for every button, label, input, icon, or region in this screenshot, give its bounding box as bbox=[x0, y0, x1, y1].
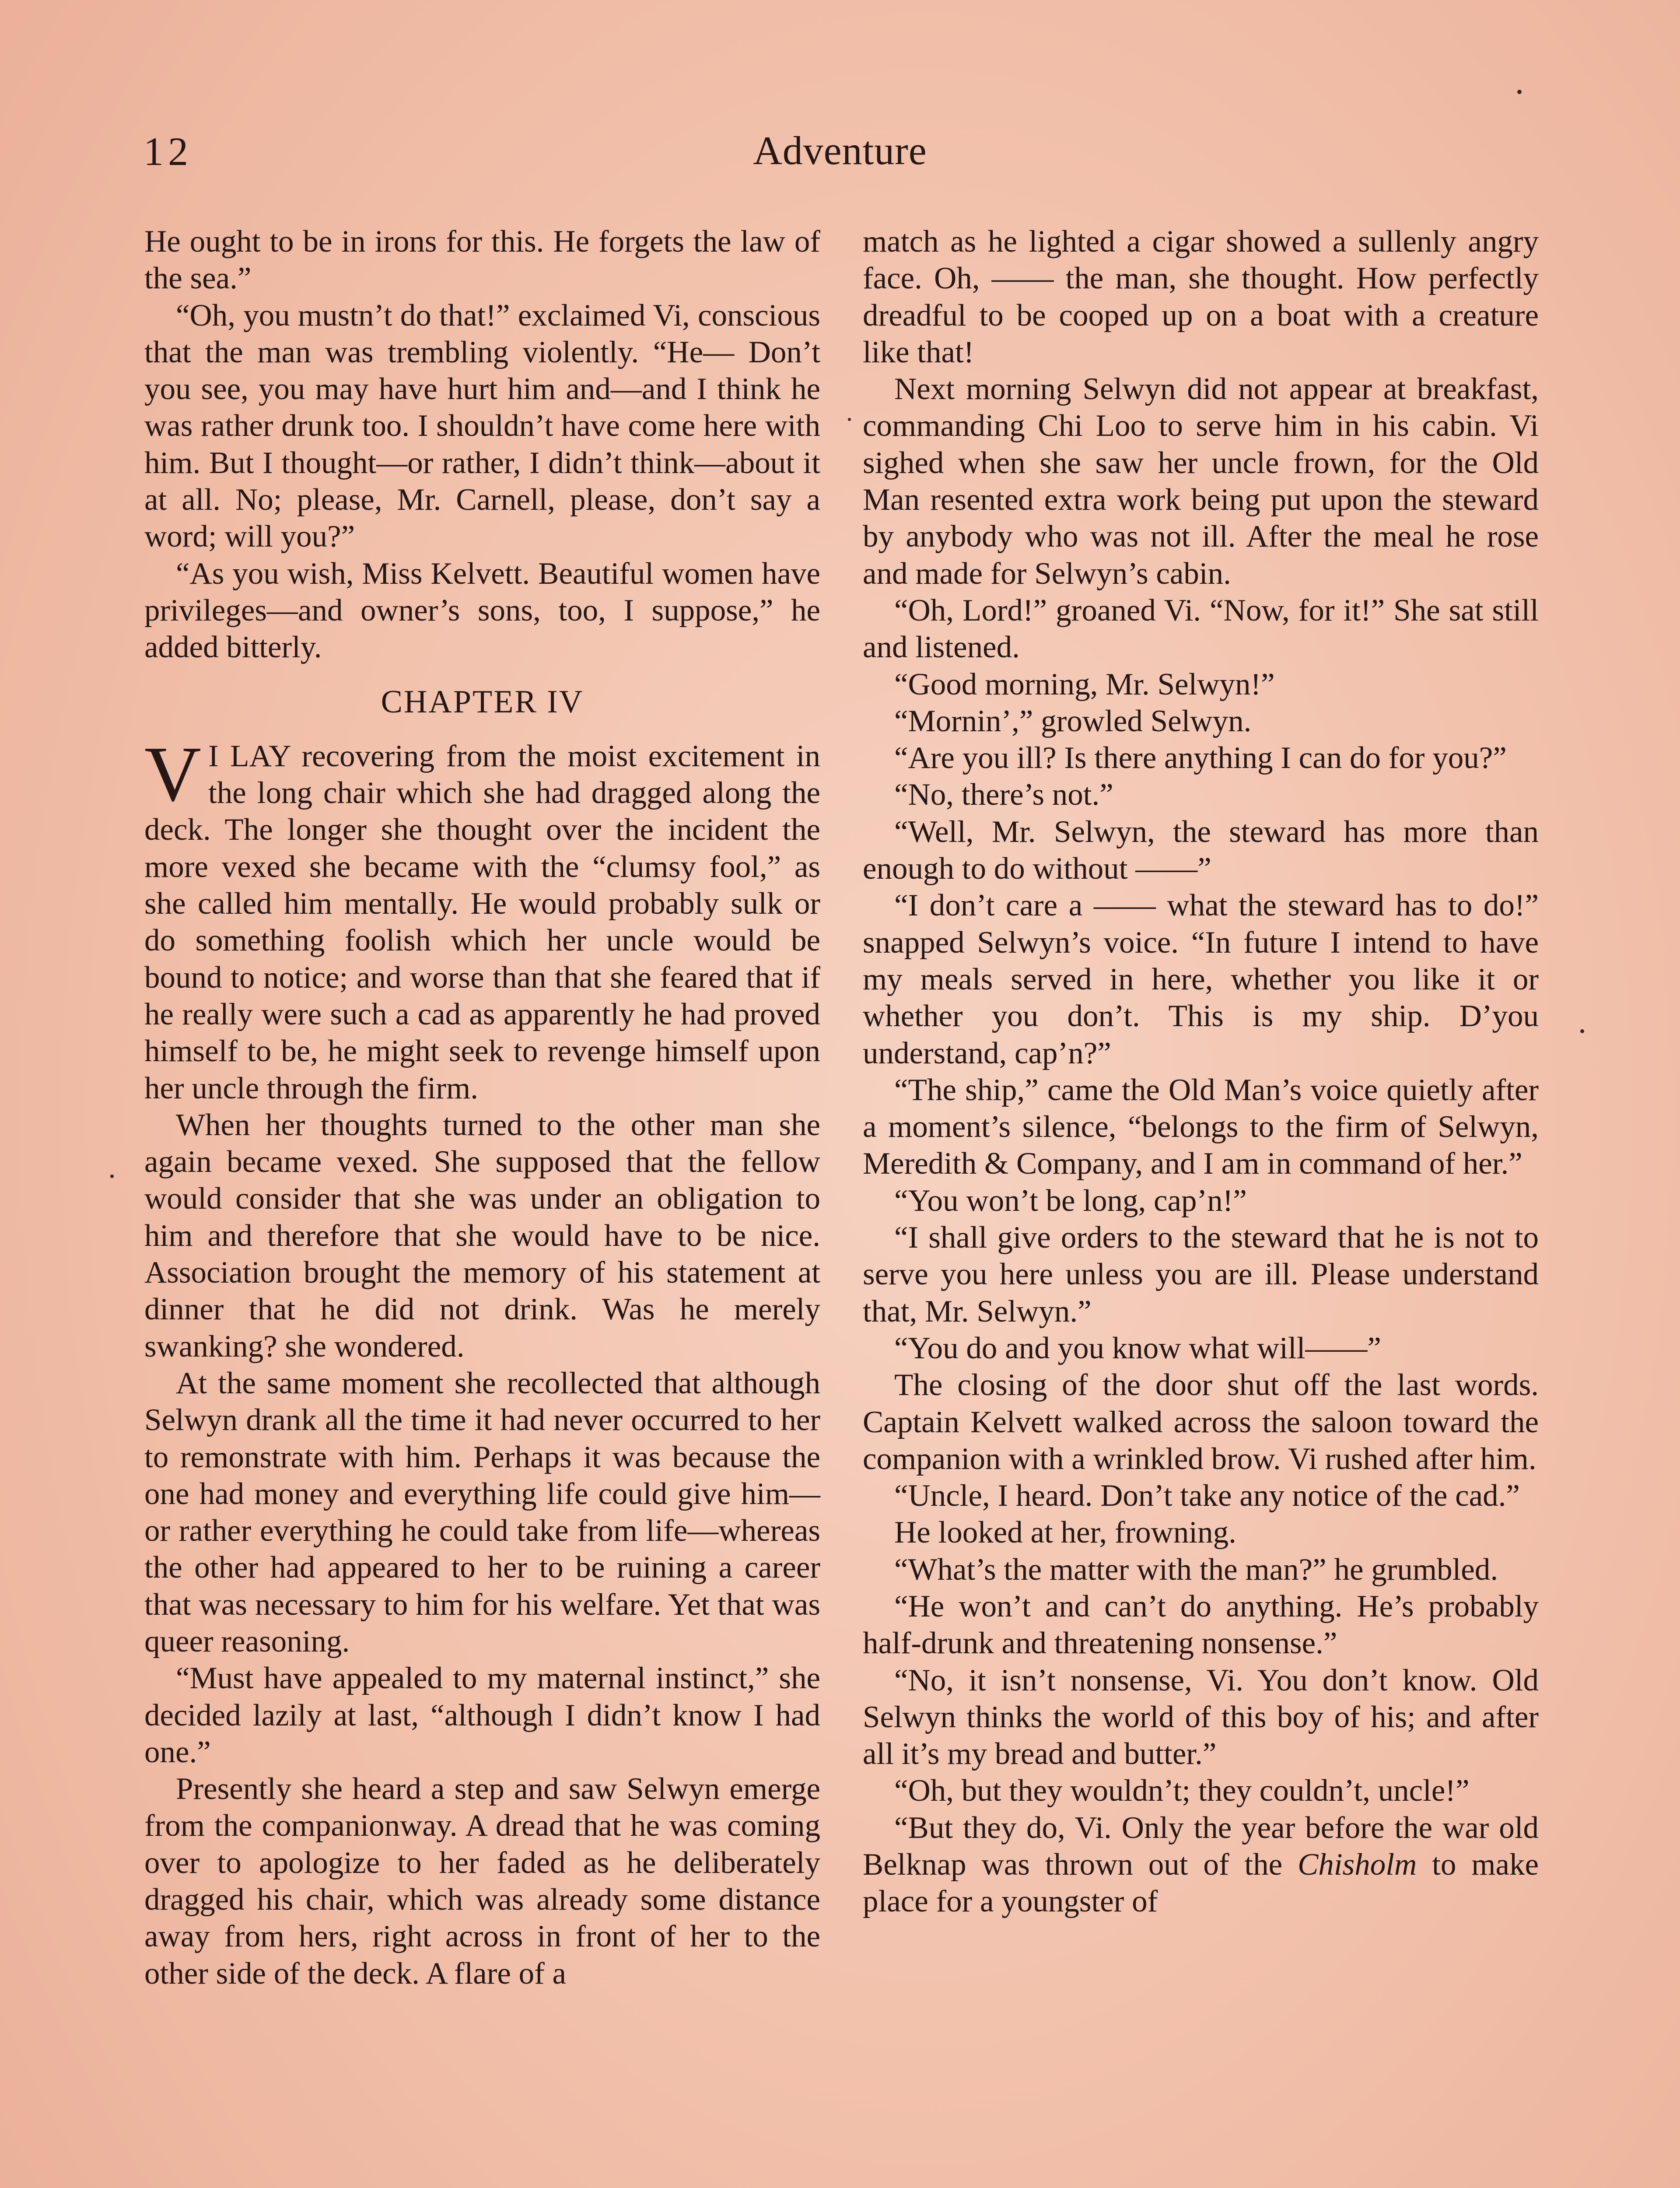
page-number: 12 bbox=[144, 129, 192, 174]
paper-speck bbox=[1517, 90, 1522, 94]
paragraph: “I shall give orders to the steward that he is not to serve you here unless you are ill. Please understand that, Mr. Selwyn.” bbox=[863, 1220, 1539, 1329]
paragraph-text: to make place for a youngster of bbox=[863, 1848, 1539, 1919]
opening-text: recovering from the moist excitement in the long chair which she had dragged along the deck. The longer she thought over the incident the more vexed she became with the “clumsy fool,” as she called him mentally. He would probably sulk or do something foolish which her uncle would be bound to notice; and worse than that she feared that if he really were such a cad as apparently he had proved himself to be, he might seek to revenge himself upon her uncle through the firm. bbox=[144, 739, 820, 1105]
paper-speck bbox=[1580, 1029, 1584, 1033]
paragraph: “Good morning, Mr. Selwyn!” bbox=[894, 667, 1275, 701]
paragraph: “The ship,” came the Old Man’s voice quietly after a moment’s silence, “belongs to the firm of Selwyn, Meredith & Company, and I am in command of her.” bbox=[863, 1073, 1539, 1181]
paragraph: “Are you ill? Is there anything I can do for you?” bbox=[894, 741, 1507, 775]
paragraph: The closing of the door shut off the last words. Captain Kelvett walked across the saloon toward the companion with a wrinkled brow. Vi rushed after him. bbox=[863, 1368, 1539, 1476]
paragraph: “You won’t be long, cap’n!” bbox=[894, 1183, 1247, 1218]
paragraph: “Oh, Lord!” groaned Vi. “Now, for it!” She sat still and listened. bbox=[863, 593, 1539, 665]
paragraph: At the same moment she recollected that although Selwyn drank all the time it had never occurred to her to remonstrate with him. Perhaps it was because the one had money and everything life could give him—or rather everything he could take from life—whereas the other had appeared to her to be ruining a career that was necessary to him for his welfare. Yet that was queer reasoning. bbox=[144, 1366, 820, 1659]
paragraph: “Uncle, I heard. Don’t take any notice of the cad.” bbox=[894, 1479, 1520, 1513]
paragraph: He looked at her, frowning. bbox=[894, 1515, 1236, 1550]
chapter-heading: CHAPTER IV bbox=[381, 684, 584, 720]
drop-cap: V bbox=[144, 730, 201, 817]
paper-speck bbox=[110, 1175, 114, 1178]
paragraph: “No, there’s not.” bbox=[894, 778, 1113, 812]
magazine-title: Adventure bbox=[753, 128, 927, 173]
paragraph: “What’s the matter with the man?” he grumbled. bbox=[894, 1552, 1498, 1587]
paragraph: “I don’t care a —— what the steward has to do!” snapped Selwyn’s voice. “In future I intend to have my meals served in here, whether you like it or whether you don’t. This is my ship. D’you understand, cap’n?” bbox=[863, 888, 1539, 1070]
paragraph: “Well, Mr. Selwyn, the steward has more than enough to do without ——” bbox=[863, 814, 1539, 886]
right-column bbox=[863, 223, 1539, 1920]
paragraph bbox=[863, 1809, 1539, 1920]
paragraph: “Must have appealed to my maternal instinct,” she decided lazily at last, “although I didn’t know I had one.” bbox=[144, 1661, 820, 1769]
paragraph-text: “But they do, Vi. Only the year before the war old Belknap was thrown out of the bbox=[863, 1810, 1539, 1882]
left-column bbox=[144, 223, 820, 1992]
paragraph: “As you wish, Miss Kelvett. Beautiful women have privileges—and owner’s sons, too, I suppose,” he added bitterly. bbox=[144, 556, 820, 665]
paragraph: Next morning Selwyn did not appear at breakfast, commanding Chi Loo to serve him in his cabin. Vi sighed when she saw her uncle frown, for the Old Man resented extra work being put upon the steward by anybody who was not ill. After the meal he rose and made for Selwyn’s cabin. bbox=[863, 372, 1539, 591]
paragraph: “Oh, but they wouldn’t; they couldn’t, uncle!” bbox=[894, 1774, 1470, 1808]
paragraph: When her thoughts turned to the other man she again became vexed. She supposed that the fellow would consider that she was under an obligation to him and therefore that she would have to be nice. Association brought the memory of his statement at dinner that he did not drink. Was he merely swanking? she wondered. bbox=[144, 1108, 820, 1364]
paragraph: “Oh, you mustn’t do that!” exclaimed Vi, conscious that the man was trembling violently. “He— Don’t you see, you may have hurt him and—and I think he was rather drunk too. I shouldn’t have come here with him. But I thought—or rather, I didn’t think—about it at all. No; please, Mr. Carnell, please, don’t say a word; will you?” bbox=[144, 298, 820, 554]
paper-speck bbox=[848, 418, 851, 421]
paragraph: Presently she heard a step and saw Selwyn emerge from the companionway. A dread that he was coming over to apologize to her faded as he deliberately dragged his chair, which was already some distance away from hers, right across in front of her to the other side of the deck. A flare of a bbox=[144, 1772, 820, 1991]
paragraph: “He won’t and can’t do anything. He’s probably half-drunk and threatening nonsense.” bbox=[863, 1589, 1539, 1661]
chapter-opening-paragraph bbox=[144, 730, 820, 1107]
paragraph: “Mornin’,” growled Selwyn. bbox=[894, 704, 1252, 738]
paragraph: “You do and you know what will——” bbox=[894, 1331, 1381, 1365]
opening-words: I LAY bbox=[208, 739, 290, 773]
paragraph: “No, it isn’t nonsense, Vi. You don’t know. Old Selwyn thinks the world of this boy of his; and after all it’s my bread and butter.” bbox=[863, 1663, 1539, 1771]
ship-name: Chisholm bbox=[1298, 1848, 1417, 1882]
paragraph: match as he lighted a cigar showed a sullenly angry face. Oh, —— the man, she thought. How perfectly dreadful to be cooped up on a boat with a creature like that! bbox=[863, 224, 1539, 369]
paragraph: He ought to be in irons for this. He forgets the law of the sea.” bbox=[144, 224, 820, 296]
